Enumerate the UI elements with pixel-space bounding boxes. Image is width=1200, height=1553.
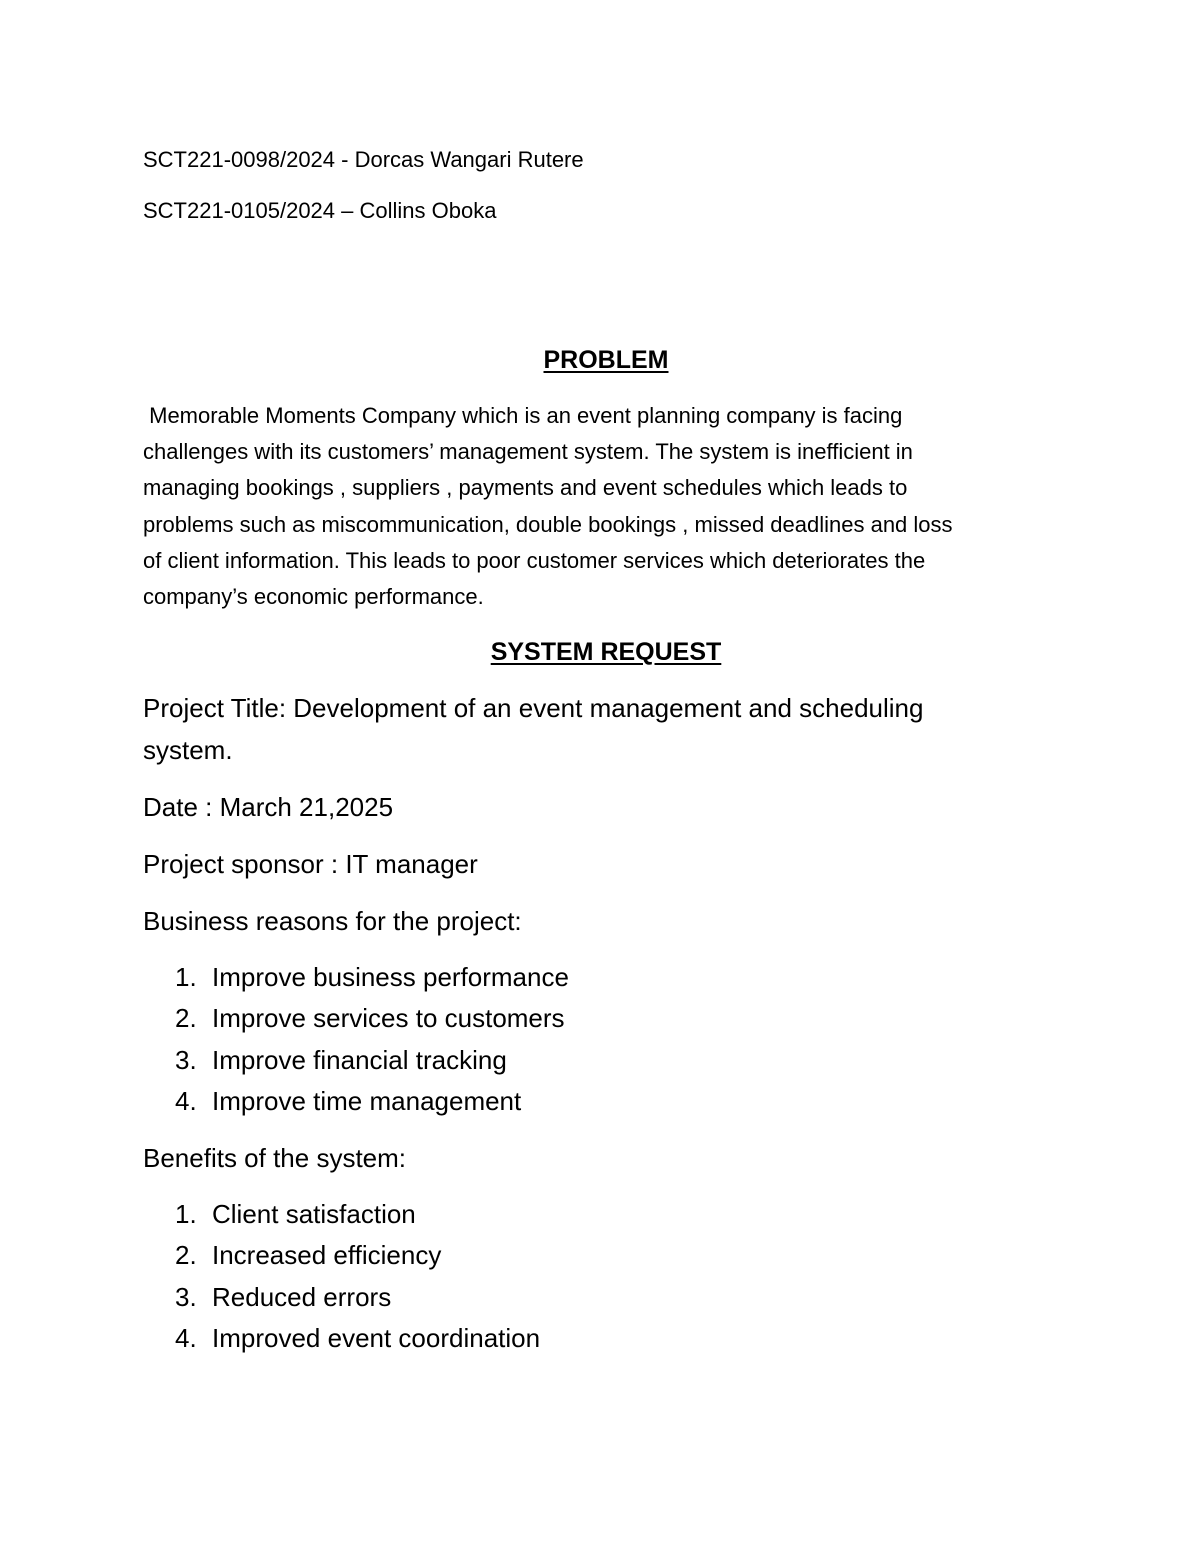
list-text: Improve services to customers xyxy=(212,1003,565,1034)
list-text: Client satisfaction xyxy=(212,1199,416,1229)
list-text: Improved event coordination xyxy=(212,1322,541,1353)
list-number: 2. xyxy=(175,1240,197,1271)
student-line-2: SCT221-0105/2024 – Collins Oboka xyxy=(143,198,497,223)
list-number: 2. xyxy=(175,1003,197,1034)
list-text: Increased efficiency xyxy=(212,1240,442,1271)
list-text: Reduced errors xyxy=(212,1281,392,1312)
list-text: Improve business performance xyxy=(212,962,569,992)
problem-line: of client information. This leads to poor customer services which deteriorates the xyxy=(143,547,926,573)
date-line: Date : March 21,2025 xyxy=(143,792,394,822)
list-number: 3. xyxy=(175,1281,197,1312)
list-number: 1. xyxy=(175,962,197,992)
problem-line: managing bookings , suppliers , payments and event schedules which leads to xyxy=(143,475,908,501)
list-number: 4. xyxy=(175,1085,197,1116)
list-number: 4. xyxy=(175,1322,197,1353)
student-line-1: SCT221-0098/2024 - Dorcas Wangari Rutere xyxy=(143,147,584,172)
list-number: 1. xyxy=(175,1199,197,1229)
project-title-line-2: system. xyxy=(143,735,233,765)
problem-line: challenges with its customers’ management system. The system is inefficient in xyxy=(143,439,913,465)
problem-line: problems such as miscommunication, double bookings , missed deadlines and loss xyxy=(143,511,953,537)
list-number: 3. xyxy=(175,1044,197,1075)
problem-heading: PROBLEM xyxy=(543,346,669,374)
problem-paragraph xyxy=(143,398,1073,615)
sponsor-line: Project sponsor : IT manager xyxy=(143,849,478,879)
business-reasons-label: Business reasons for the project: xyxy=(143,906,522,936)
benefits-label: Benefits of the system: xyxy=(143,1143,407,1173)
problem-line: company’s economic performance. xyxy=(143,584,484,610)
list-text: Improve time management xyxy=(212,1085,522,1116)
system-request-heading: SYSTEM REQUEST xyxy=(490,638,722,666)
problem-line: Memorable Moments Company which is an event planning company is facing xyxy=(143,403,903,428)
list-text: Improve financial tracking xyxy=(212,1044,507,1075)
project-title-line-1: Project Title: Development of an event management and scheduling xyxy=(143,693,924,723)
